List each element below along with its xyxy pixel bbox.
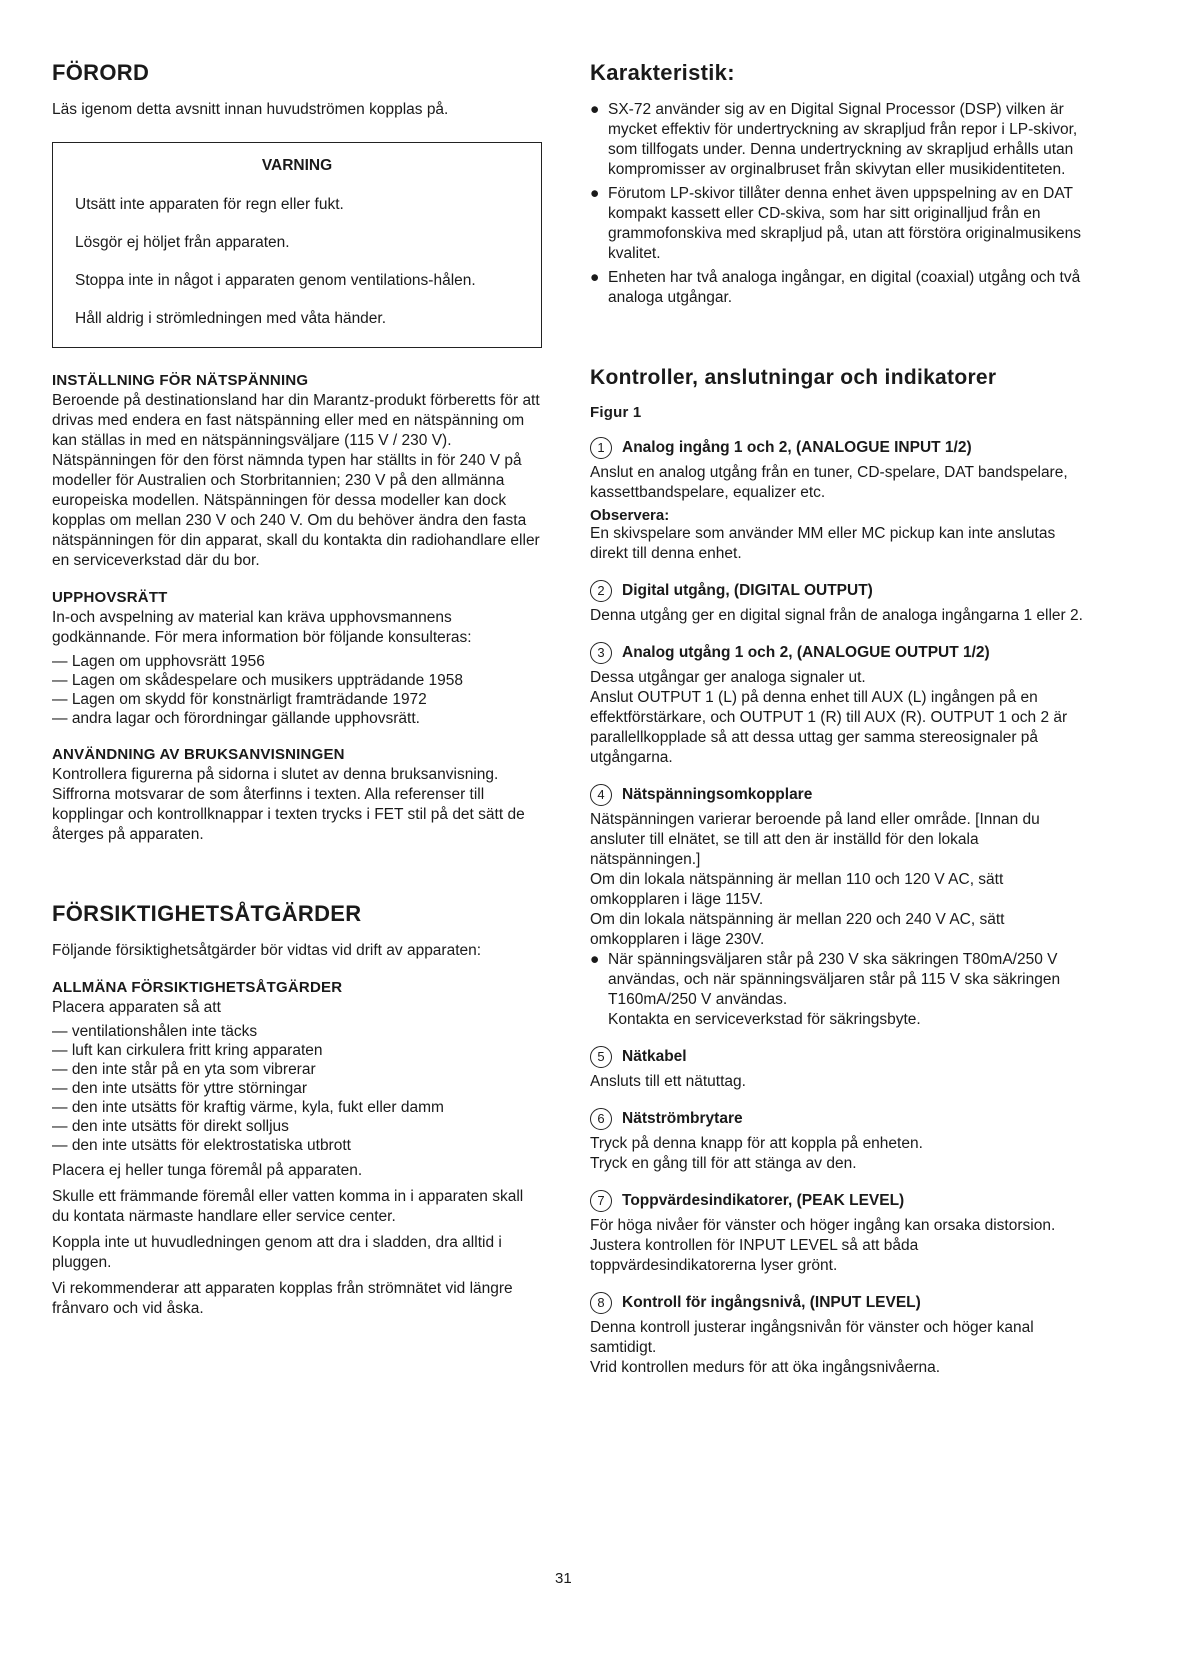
list-item: — ventilationshålen inte täcks	[52, 1022, 542, 1041]
control-item-4	[590, 784, 1085, 1030]
number-5-icon: 5	[590, 1046, 612, 1068]
list-item: — luft kan cirkulera fritt kring apparaten	[52, 1041, 542, 1060]
number-2-icon: 2	[590, 580, 612, 602]
voltage-p1: Beroende på destinationsland har din Marantz-produkt förberetts för att drivas med endera en fast nätspänning eller med en nätspänning om kan ställas in med en nätspänningsväljare (115 V / 230 V).	[52, 392, 540, 449]
copyright-p1: In-och avspelning av material kan kräva upphovsmannens godkännande. För mera information bör följande konsulteras:	[52, 609, 472, 646]
warning-title: VARNING	[261, 157, 333, 174]
right-column	[590, 60, 1085, 1378]
list-item: — andra lagar och förordningar gällande upphovsrätt.	[52, 709, 542, 728]
control-item-6	[590, 1108, 1085, 1174]
warning-box	[52, 142, 542, 348]
precautions-p3: Koppla inte ut huvudledningen genom att dra i sladden, dra alltid i pluggen.	[52, 1234, 502, 1271]
precautions-p2: Skulle ett främmande föremål eller vatten komma in i apparaten skall du kontata närmaste handlare eller service center.	[52, 1188, 524, 1225]
list-item: ● När spänningsväljaren står på 230 V ska säkringen T80mA/250 V användas, och när spänningsväljaren står på 115 V ska säkringen T160mA/250 V användas. Kontakta en serviceverkstad för säkringsbyte.	[590, 951, 1061, 1028]
usage-p1: Kontrollera figurerna på sidorna i slutet av denna bruksanvisning. Siffrorna motsvarar de som återfinns i texten. Alla referenser till kopplingar och kontrollknappar i texten trycks i FET stil på det sätt de återges på apparaten.	[52, 766, 525, 843]
number-4-icon: 4	[590, 784, 612, 806]
list-item: — Lagen om upphovsrätt 1956	[52, 652, 542, 671]
control-text: Ansluts till ett nätuttag.	[590, 1073, 746, 1090]
copyright-list	[52, 652, 542, 728]
warning-item: Håll aldrig i strömledningen med våta händer.	[75, 310, 387, 327]
features-title: Karakteristik:	[590, 60, 735, 85]
control-item-3	[590, 642, 1085, 768]
warning-item: Lösgör ej höljet från apparaten.	[75, 234, 290, 251]
observe-label: Observera:	[590, 507, 670, 524]
number-6-icon: 6	[590, 1108, 612, 1130]
control-item-5	[590, 1046, 1085, 1092]
copyright-title: UPPHOVSRÄTT	[52, 589, 168, 606]
precautions-p1: Placera ej heller tunga föremål på apparaten.	[52, 1162, 363, 1179]
control-text: Dessa utgångar ger analoga signaler ut.	[590, 669, 866, 686]
left-column	[52, 60, 542, 1319]
list-item: — den inte utsätts för direkt solljus	[52, 1117, 542, 1136]
bullet-icon: ●	[590, 185, 600, 202]
number-7-icon: 7	[590, 1190, 612, 1212]
control-item-2	[590, 580, 1085, 626]
precautions-intro: Följande försiktighetsåtgärder bör vidtas vid drift av apparaten:	[52, 942, 482, 959]
control-item-8	[590, 1292, 1085, 1378]
control-title: Analog utgång 1 och 2, (ANALOGUE OUTPUT 1/2)	[622, 644, 990, 661]
control-text: Denna utgång ger en digital signal från de analoga ingångarna 1 eller 2.	[590, 607, 1083, 624]
features-list	[590, 100, 1085, 308]
control-text: Anslut OUTPUT 1 (L) på denna enhet till AUX (L) ingången på en effektförstärkare, och OUTPUT 1 (R) till AUX (R). OUTPUT 1 och 2 är parallellkopplade så att dessa uttag ger samma stereosignaler på utgångarna.	[590, 689, 1068, 766]
list-item: — den inte står på en yta som vibrerar	[52, 1060, 542, 1079]
list-item: — Lagen om skydd för konstnärligt framträdande 1972	[52, 690, 542, 709]
list-item: — den inte utsätts för elektrostatiska utbrott	[52, 1136, 542, 1155]
bullet-icon: ●	[590, 951, 600, 968]
usage-title: ANVÄNDNING AV BRUKSANVISNINGEN	[52, 746, 345, 763]
voltage-p2: Nätspänningen för den först nämnda typen har ställts in för 240 V på modeller för Australien och Storbritannien; 230 V på den allmänna europeiska modellen. Nätspänningen för dessa modeller kan dock kopplas om mellan 230 V och 240 V. Om du behöver ändra den fasta nätspänningen för din apparat, skall du kontakta din radiohandlare eller en serviceverkstad där du bor.	[52, 452, 540, 569]
control-title: Nätströmbrytare	[622, 1110, 743, 1127]
forord-intro: Läs igenom detta avsnitt innan huvudströmen kopplas på.	[52, 101, 449, 118]
control-item-1	[590, 437, 1085, 564]
control-text: Nätspänningen varierar beroende på land eller område. [Innan du ansluter till elnätet, se till att den är inställd för den lokala nätspänningen.]	[590, 811, 1040, 868]
control-text: Denna kontroll justerar ingångsnivån för vänster och höger kanal samtidigt.	[590, 1319, 1034, 1356]
observe-text: En skivspelare som använder MM eller MC pickup kan inte anslutas direkt till denna enhet.	[590, 525, 1056, 562]
bullet-icon: ●	[590, 101, 600, 118]
control-title: Toppvärdesindikatorer, (PEAK LEVEL)	[622, 1192, 905, 1209]
warning-item: Utsätt inte apparaten för regn eller fukt.	[75, 196, 344, 213]
precautions-p4: Vi rekommenderar att apparaten kopplas från strömnätet vid längre frånvaro och vid åska.	[52, 1280, 513, 1317]
control-title: Analog ingång 1 och 2, (ANALOGUE INPUT 1/2)	[622, 439, 972, 456]
list-item: ● Förutom LP-skivor tillåter denna enhet även uppspelning av en DAT kompakt kassett eller CD-skiva, som har sitt originalljud från en grammofonskiva med skrapljud på, utan att förstöra originalmusikens kvalitet.	[590, 185, 1081, 262]
control-text: Om din lokala nätspänning är mellan 110 och 120 V AC, sätt omkopplaren i läge 115V.	[590, 871, 1004, 908]
number-3-icon: 3	[590, 642, 612, 664]
list-item: — den inte utsätts för kraftig värme, kyla, fukt eller damm	[52, 1098, 542, 1117]
list-item: ● SX-72 använder sig av en Digital Signal Processor (DSP) vilken är mycket effektiv för undertryckning av skrapljud från repor i LP-skivor, som tillfogats under. Denna undertryckning av skrapljud erhålls utan kompromisser av orginalbruset från skivytan eller musikidentiteten.	[590, 101, 1078, 178]
page-number: 31	[555, 1570, 572, 1587]
list-item: — Lagen om skådespelare och musikers uppträdande 1958	[52, 671, 542, 690]
number-8-icon: 8	[590, 1292, 612, 1314]
control-title: Kontroll för ingångsnivå, (INPUT LEVEL)	[622, 1294, 921, 1311]
list-item: ● Enheten har två analoga ingångar, en digital (coaxial) utgång och två analoga utgångar.	[590, 269, 1081, 306]
control-text: Anslut en analog utgång från en tuner, CD-spelare, DAT bandspelare, kassettbandspelare, equalizer etc.	[590, 464, 1068, 501]
precautions-lead: Placera apparaten så att	[52, 999, 221, 1016]
precautions-subtitle: ALLMÄNA FÖRSIKTIGHETSÅTGÄRDER	[52, 979, 343, 996]
bullet-icon: ●	[590, 269, 600, 286]
control-item-7	[590, 1190, 1085, 1276]
precautions-title: FÖRSIKTIGHETSÅTGÄRDER	[52, 901, 362, 926]
control-text: Tryck en gång till för att stänga av den.	[590, 1155, 857, 1172]
control-text: För höga nivåer för vänster och höger ingång kan orsaka distorsion. Justera kontrollen för INPUT LEVEL så att båda toppvärdesindikatorerna lyser grönt.	[590, 1217, 1056, 1274]
control-text: Vrid kontrollen medurs för att öka ingångsnivåerna.	[590, 1359, 941, 1376]
warning-item: Stoppa inte in något i apparaten genom ventilations-hålen.	[75, 272, 476, 289]
control-text: Tryck på denna knapp för att koppla på enheten.	[590, 1135, 923, 1152]
fuse-list	[590, 950, 1085, 1030]
control-text: Om din lokala nätspänning är mellan 220 och 240 V AC, sätt omkopplaren i läge 230V.	[590, 911, 1005, 948]
number-1-icon: 1	[590, 437, 612, 459]
controls-title: Kontroller, anslutningar och indikatorer	[590, 366, 997, 389]
control-title: Digital utgång, (DIGITAL OUTPUT)	[622, 582, 873, 599]
figure-label: Figur 1	[590, 404, 642, 421]
voltage-title: INSTÄLLNING FÖR NÄTSPÄNNING	[52, 372, 309, 389]
forord-title: FÖRORD	[52, 60, 150, 85]
control-title: Nätspänningsomkopplare	[622, 786, 813, 803]
list-item: — den inte utsätts för yttre störningar	[52, 1079, 542, 1098]
control-title: Nätkabel	[622, 1048, 687, 1065]
precautions-list	[52, 1022, 542, 1155]
